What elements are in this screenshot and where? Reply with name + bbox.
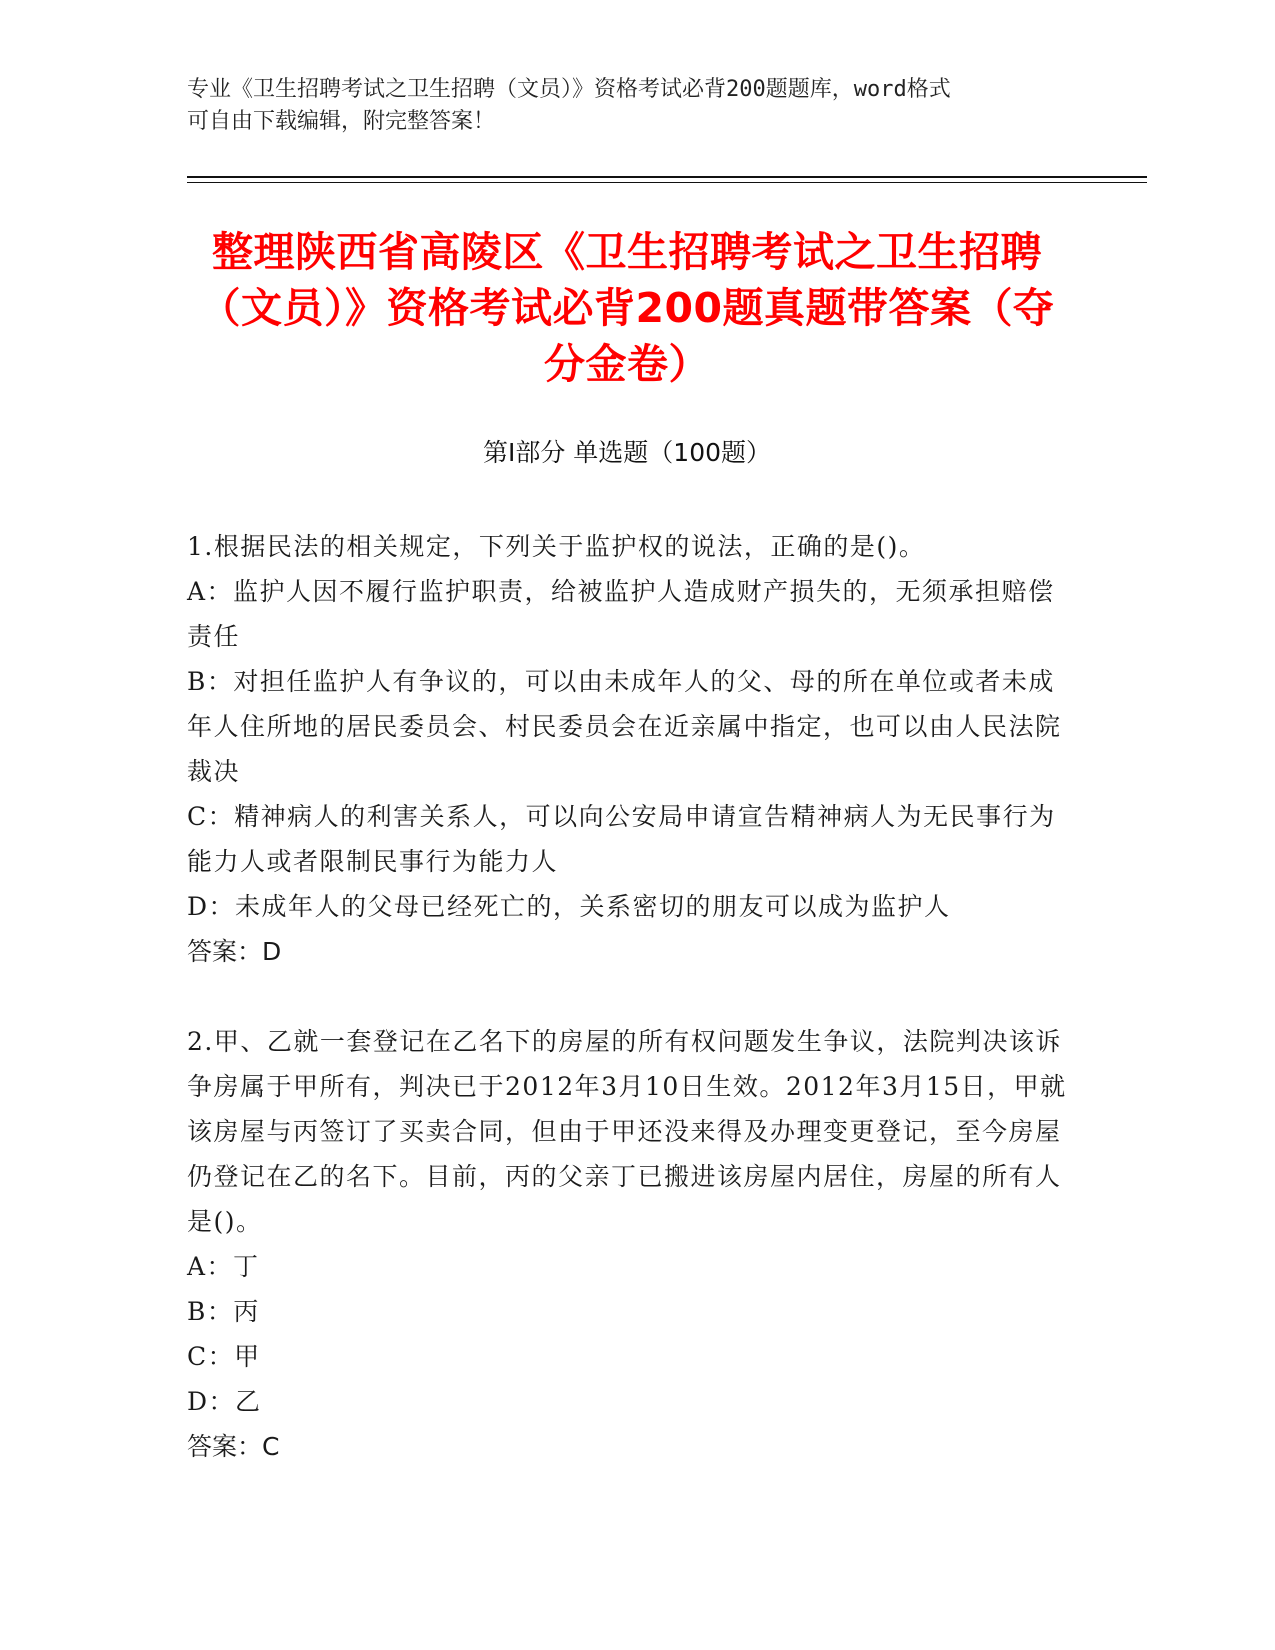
option-b: B：对担任监护人有争议的，可以由未成年人的父、母的所在单位或者未成年人住所地的居民委员会、村民委员会在近亲属中指定，也可以由人民法院裁决	[187, 667, 1062, 786]
option-b: B：丙	[187, 1297, 260, 1326]
option-c: C：精神病人的利害关系人，可以向公安局申请宣告精神病人为无民事行为能力人或者限制民事行为能力人	[187, 802, 1056, 876]
option-a: A：监护人因不履行监护职责，给被监护人造成财产损失的，无须承担赔偿责任	[187, 577, 1055, 651]
header-note-line-1: 专业《卫生招聘考试之卫生招聘（文员）》资格考试必背200题题库，word格式	[187, 77, 951, 102]
question-1	[187, 524, 1067, 974]
option-d: D：未成年人的父母已经死亡的，关系密切的朋友可以成为监护人	[187, 892, 951, 921]
option-a: A：丁	[187, 1252, 260, 1281]
answer-label: 答案：C	[187, 1432, 280, 1461]
document-title: 整理陕西省高陵区《卫生招聘考试之卫生招聘（文员）》资格考试必背200题真题带答案（夺分金卷）	[199, 228, 1055, 388]
option-c: C：甲	[187, 1342, 261, 1371]
question-stem: 1.根据民法的相关规定，下列关于监护权的说法，正确的是()。	[187, 532, 926, 561]
header-note	[187, 74, 1067, 138]
question-list	[187, 524, 1067, 1514]
header-divider-thin	[187, 182, 1147, 183]
option-d: D：乙	[187, 1387, 262, 1416]
question-stem: 2.甲、乙就一套登记在乙名下的房屋的所有权问题发生争议，法院判决该诉争房属于甲所有，判决已于2012年3月10日生效。2012年3月15日，甲就该房屋与丙签订了买卖合同，但由于甲还没来得及办理变更登记，至今房屋仍登记在乙的名下。目前，丙的父亲丁已搬进该房屋内居住，房屋的所有人是()。	[187, 1027, 1067, 1236]
header-note-line-2: 可自由下载编辑，附完整答案！	[187, 109, 496, 134]
section-title: 第I部分 单选题（100题）	[482, 438, 772, 467]
question-2	[187, 1019, 1067, 1469]
answer-label: 答案：D	[187, 937, 282, 966]
header-divider-thick	[187, 176, 1147, 178]
